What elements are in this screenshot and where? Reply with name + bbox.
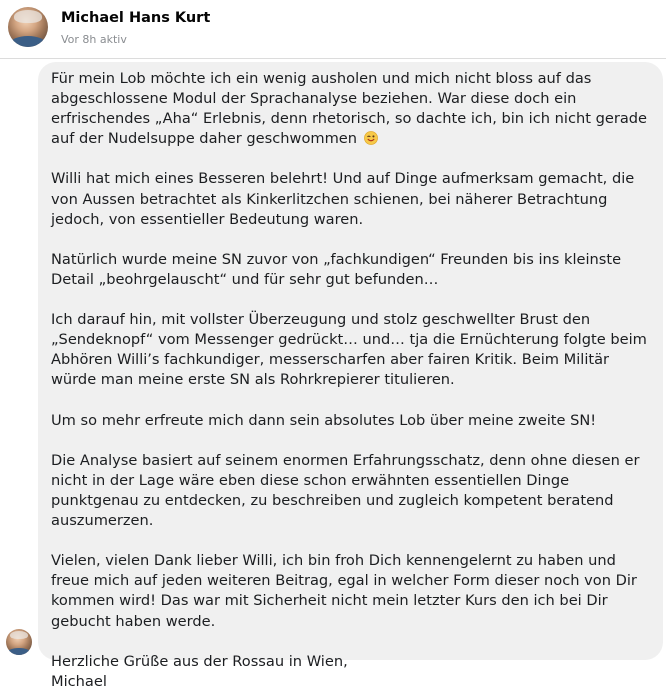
chat-header bbox=[0, 0, 666, 59]
message-paragraph: Vielen, vielen Dank lieber Willi, ich bin froh Dich kennengelernt zu haben und freue mich auf jeden weiteren Beitrag, egal in welcher Form dieser noch von Dir kommen wird! Das war mit Sicherheit nicht mein letzter Kurs den ich bei Dir gebucht haben werde. bbox=[51, 552, 637, 630]
avatar-shirt bbox=[10, 36, 46, 47]
message-paragraph bbox=[51, 69, 655, 149]
message-text: Für mein Lob möchte ich ein wenig ausholen und mich nicht bloss auf das abgeschlossene Modul der Sprachanalyse beziehen. War diese doch ein erfrischendes „Aha“ Erlebnis, denn rhetorisch, so dachte ich, bin ich nicht gerade auf der Nudelsuppe daher geschwommen bbox=[51, 70, 648, 148]
message-bubble[interactable] bbox=[38, 62, 663, 690]
message-paragraph: Um so mehr erfreute mich dann sein absolutes Lob über meine zweite SN! bbox=[51, 411, 597, 429]
avatar-shirt bbox=[7, 648, 30, 655]
sender-avatar-small[interactable] bbox=[6, 629, 32, 655]
message-paragraph: Die Analyse basiert auf seinem enormen Erfahrungsschatz, denn ohne diesen er nicht in der Lage wäre eben diese schon erwähnten essentiellen Dinge punktgenau zu entdecken, zu beschreiben und zugleich kompetent beratend auszumerzen. bbox=[51, 451, 640, 530]
avatar-hair bbox=[10, 631, 28, 639]
sender-status: Vor 8h aktiv bbox=[61, 33, 127, 46]
winking-face-icon bbox=[364, 131, 378, 145]
message-paragraph: Ich darauf hin, mit vollster Überzeugung und stolz geschwellter Brust den „Sendeknopf“ vom Messenger gedrückt… und… tja die Ernüchterung folgte beim Abhören Willi’s fachkundiger, messerscharfen aber fairen Kritik. Beim Militär würde man meine erste SN als Rohrkrepierer titulieren. bbox=[51, 311, 647, 389]
signature: Michael bbox=[51, 672, 107, 690]
avatar-hair bbox=[14, 10, 42, 23]
message-closing bbox=[51, 652, 655, 692]
message-paragraph: Natürlich wurde meine SN zuvor von „fachkundigen“ Freunden bis ins kleinste Detail „beohrgelauscht“ und für sehr gut befunden… bbox=[51, 250, 622, 288]
closing-line: Herzliche Grüße aus der Rossau in Wien, bbox=[51, 652, 348, 670]
message-paragraph: Willi hat mich eines Besseren belehrt! Und auf Dinge aufmerksam gemacht, die von Aussen betrachtet als Kinkerlitzchen schienen, bei näherer Betrachtung jedoch, von essentieller Bedeutung waren. bbox=[51, 170, 635, 228]
sender-avatar[interactable] bbox=[8, 7, 48, 47]
sender-name[interactable]: Michael Hans Kurt bbox=[61, 10, 211, 26]
message-body bbox=[51, 69, 655, 692]
